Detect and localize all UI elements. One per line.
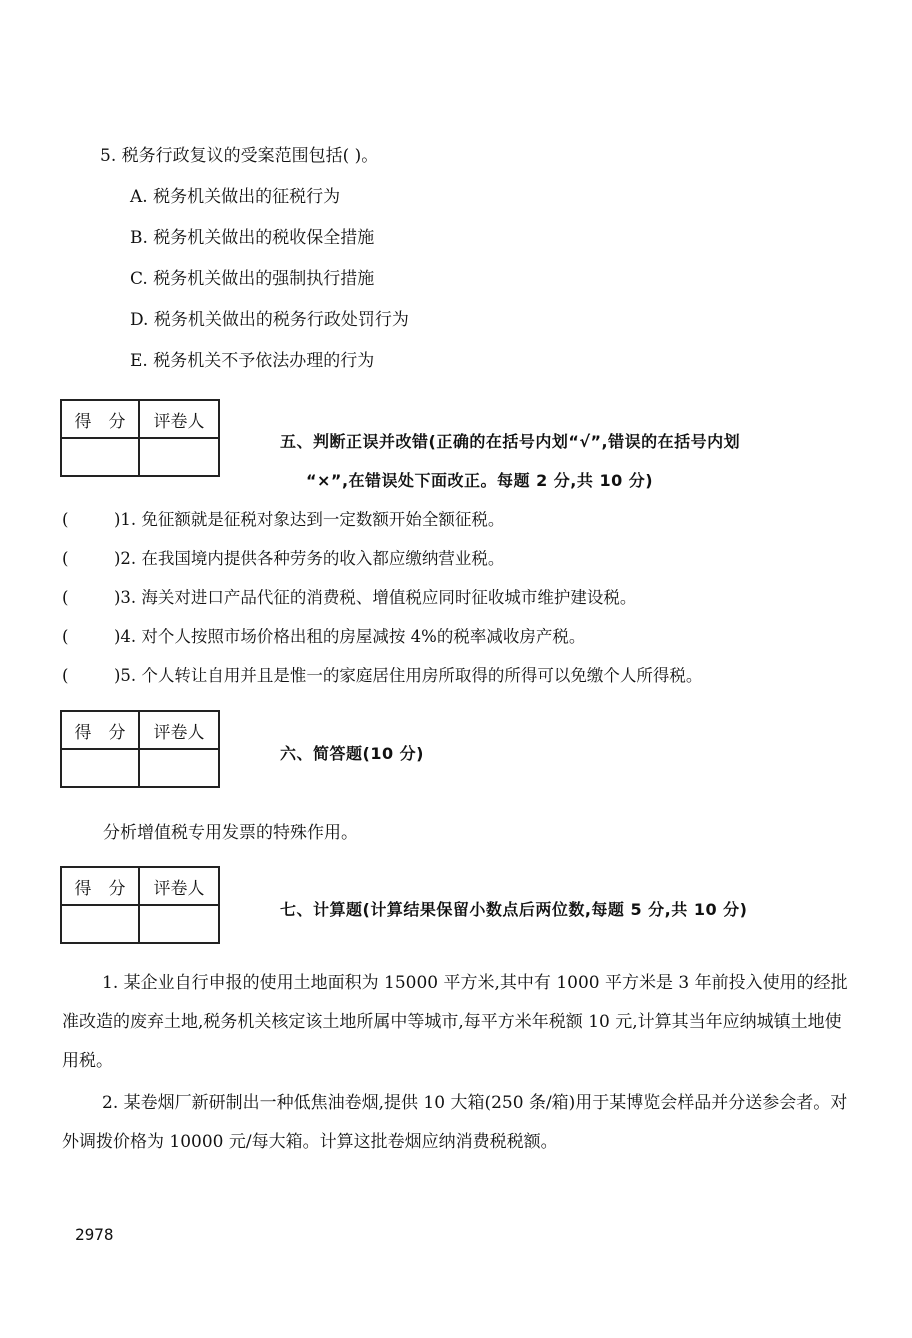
section-7-question-1	[62, 964, 852, 1081]
q5-option-a: A. 税务机关做出的征税行为	[130, 187, 341, 207]
judge-item-text: )5. 个人转让自用并且是惟一的家庭居住用房所取得的所得可以免缴个人所得税。	[114, 666, 703, 685]
q5-option-c: C. 税务机关做出的强制执行措施	[130, 269, 375, 289]
score-table-section-6	[60, 710, 220, 788]
judge-item-text: )1. 免征额就是征税对象达到一定数额开始全额征税。	[114, 510, 505, 529]
grader-label: 评卷人	[139, 400, 219, 438]
judge-item-3	[62, 584, 636, 608]
score-label: 得 分	[61, 711, 139, 749]
judge-item-5	[62, 662, 702, 686]
grader-label: 评卷人	[139, 711, 219, 749]
question-5-stem: 5. 税务行政复议的受案范围包括( )。	[100, 146, 379, 166]
judge-item-text: )4. 对个人按照市场价格出租的房屋减按 4%的税率减收房产税。	[114, 627, 586, 646]
score-cell[interactable]	[61, 749, 139, 787]
score-table-section-7	[60, 866, 220, 944]
question-2-text: 2. 某卷烟厂新研制出一种低焦油卷烟,提供 10 大箱(250 条/箱)用于某博览会样品并分送参会者。对外调拨价格为 10000 元/每大箱。计算这批卷烟应纳消费税税额。	[62, 1093, 848, 1152]
section-5-heading-line-2: “×”,在错误处下面改正。每题 2 分,共 10 分)	[306, 471, 654, 490]
grader-cell[interactable]	[139, 905, 219, 943]
section-7-heading: 七、计算题(计算结果保留小数点后两位数,每题 5 分,共 10 分)	[280, 900, 748, 919]
page-number: 2978	[75, 1225, 114, 1244]
question-1-text: 1. 某企业自行申报的使用土地面积为 15000 平方米,其中有 1000 平方米是 3 年前投入使用的经批准改造的废弃土地,税务机关核定该土地所属中等城市,每平方米年税额 10 元,计算其当年应纳城镇土地使用税。	[62, 973, 848, 1071]
score-cell[interactable]	[61, 905, 139, 943]
q5-option-e: E. 税务机关不予依法办理的行为	[130, 351, 375, 371]
judge-item-text: )2. 在我国境内提供各种劳务的收入都应缴纳营业税。	[114, 549, 505, 568]
judge-item-2	[62, 545, 504, 569]
answer-paren[interactable]: (	[62, 549, 69, 568]
section-7-question-2	[62, 1084, 852, 1162]
score-label: 得 分	[61, 400, 139, 438]
answer-paren[interactable]: (	[62, 510, 69, 529]
answer-paren[interactable]: (	[62, 588, 69, 607]
judge-item-4	[62, 623, 585, 647]
section-6-question: 分析增值税专用发票的特殊作用。	[103, 823, 358, 843]
section-5-heading-line-1: 五、判断正误并改错(正确的在括号内划“√”,错误的在括号内划	[280, 432, 741, 451]
q5-option-d: D. 税务机关做出的税务行政处罚行为	[130, 310, 409, 330]
score-table-section-5	[60, 399, 220, 477]
grader-cell[interactable]	[139, 438, 219, 476]
grader-cell[interactable]	[139, 749, 219, 787]
answer-paren[interactable]: (	[62, 666, 69, 685]
section-6-heading: 六、简答题(10 分)	[280, 744, 424, 763]
score-label: 得 分	[61, 867, 139, 905]
answer-paren[interactable]: (	[62, 627, 69, 646]
q5-option-b: B. 税务机关做出的税收保全措施	[130, 228, 375, 248]
score-cell[interactable]	[61, 438, 139, 476]
grader-label: 评卷人	[139, 867, 219, 905]
judge-item-text: )3. 海关对进口产品代征的消费税、增值税应同时征收城市维护建设税。	[114, 588, 637, 607]
judge-item-1	[62, 506, 504, 530]
